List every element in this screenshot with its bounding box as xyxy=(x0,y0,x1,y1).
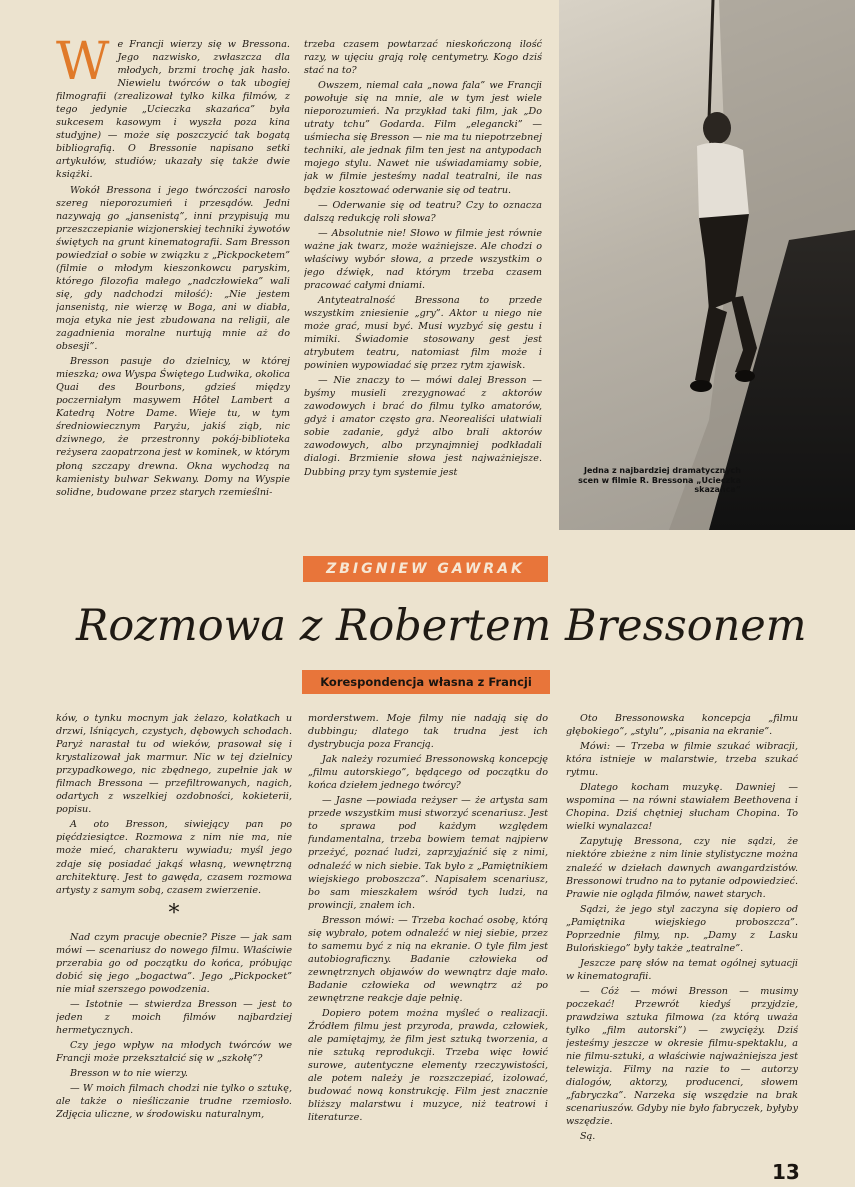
page-number: 13 xyxy=(772,1160,800,1184)
paragraph: — Absolutnie nie! Słowo w filmie jest równie ważne jak twarz, może ważniejsze. Ale chodzi o właściwy wybór słowa, a przede wszystkim o jego dźwięk, nad którym trzeba czasem pracować całymi dniami. xyxy=(304,227,542,291)
paragraph: Czy jego wpływ na młodych twórców we Francji może przekształcić się w „szkołę”? xyxy=(56,1040,292,1065)
top-column-1 xyxy=(56,38,290,532)
bottom-column-2 xyxy=(308,712,548,1160)
paragraph: Mówi: — Trzeba w filmie szukać wibracji, która istnieje w malarstwie, trzeba szukać rytmu. xyxy=(566,741,798,779)
section-separator: * xyxy=(168,900,180,926)
paragraph: Sądzi, że jego styl zaczyna się dopiero od „Pamiętnika wiejskiego proboszcza”. Poprzednie filmy, np. „Damy z Lasku Bulońskiego” były także „teatralne”. xyxy=(566,903,798,954)
paragraph: — Cóż — mówi Bresson — musimy poczekać! Przewrót kiedyś przyjdzie, prawdziwa sztuka filmowa (za którą uważa tylko „film autorski”) — zwycięży. Dziś jesteśmy jeszcze w okresie filmu-spektaklu, a nie filmu-sztuki, a właściwie najważniejsza jest telewizja. Filmy na razie to — autorzy dialogów, aktorzy, producenci, słowem „fabryczka”. Narzeka się wszędzie na brak scenariuszów. Gdyby nie było fabryczek, byłyby wszędzie. xyxy=(566,985,798,1128)
film-still-illustration xyxy=(559,0,855,530)
paragraph: Oto Bressonowska koncepcja „filmu głębokiego”, „stylu”, „pisania na ekranie”. xyxy=(566,713,798,738)
paragraph: Wokół Bressona i jego twórczości narosło szereg nieporozumień i przesądów. Jedni nazywają go „jansenistą”, inni przypisują mu przeszczepianie wizjonerskiej techniki żywotów świętych na grunt kinematografii. Sam Bresson powiedział o sobie w związku z „Pickpocketem” (filmie o młodym kieszonkowcu paryskim, którego filozofia małego „nadczłowieka” wali się, gdy nadchodzi miłość): „Nie jestem jansenistą, nie wierzę w Boga, ani w diabła, moja etyka nie jest zbudowana na religii, ale zagadnienia moralne nurtują mnie aż do obsesji”. xyxy=(56,184,290,353)
author-banner xyxy=(303,556,548,582)
bottom-column-1 xyxy=(56,712,292,1160)
paragraph: Bresson pasuje do dzielnicy, w której mieszka; owa Wyspa Świętego Ludwika, okolica Quai des Bourbons, gdzieś między poczerniałym masywem Hôtel Lambert a Katedrą Notre Dame. Wieje tu, w tym średniowiecznym Paryżu, jakiś ziąb, nic dziwnego, że przestronny pokój-biblioteka reżysera zaopatrzona jest w kominek, w którym płoną szczapy drewna. Okna wychodzą na kamienisty bulwar Sekwany. Domy na Wyspie solidne, budowane przez starych rzemieślni- xyxy=(56,356,290,498)
paragraph: morderstwem. Moje filmy nie nadają się do dubbingu; dlatego tak trudna jest ich dystrybucja poza Francją. xyxy=(308,713,548,751)
paragraph: Owszem, niemal cała „nowa fala” we Francji powołuje się na mnie, ale w tym jest wiele nieporozumień. Na przykład taki film, jak „Do utraty tchu” Godarda. Film „elegancki” — uśmiecha się Bresson — nie ma tu niepotrzebnej techniki, ale jednak film ten jest na antypodach mojego stylu. Nawet nie uświadamiamy sobie, jak w filmie jesteśmy nadal teatralni, ile nas będzie kosztować oderwanie się od teatru. xyxy=(304,80,542,196)
paragraph: Nad czym pracuje obecnie? Pisze — jak sam mówi — scenariusz do nowego filmu. Właściwie przerabia go od początku do końca, próbując dobić się jego „bogactwa”. Jego „Pickpocket” nie miał szerszego powodzenia. xyxy=(56,931,292,995)
paragraph: trzeba czasem powtarzać nieskończoną ilość razy, w ujęciu grają rolę centymetry. Kogo dziś stać na to? xyxy=(304,39,542,77)
paragraph: Jak należy rozumieć Bressonowską koncepcję „filmu autorskiego”, będącego od początku do końca dziełem jednego twórcy? xyxy=(308,754,548,792)
subtitle-banner xyxy=(302,670,550,694)
article-title: Rozmowa z Robertem Bressonem xyxy=(76,601,807,651)
paragraph: — Jasne —powiada reżyser — że artysta sam przede wszystkim musi stworzyć scenariusz. Jest to sprawa pod każdym względem fundamentalna, trzeba bowiem temat najpierw przeżyć, poznać ludzi, zaprzyjaźnić się z nimi, odnaleźć w nich siebie. Tak było z „Pamiętnikiem wiejskiego proboszcza”. Napisałem scenariusz, bo sam mieszkałem wśród tych ludzi, na prowincji, znałem ich. xyxy=(308,795,548,911)
photo-caption: Jedna z najbardziej dramatycznych scen w filmie R. Bressona „Ucieczka skazańca” xyxy=(578,466,741,494)
paragraph: — Nie znaczy to — mówi dalej Bresson — byśmy musieli zrezygnować z aktorów zawodowych i brać do filmu tylko amatorów, gdyż i amator często gra. Neorealiści ułatwiali sobie zadanie, gdyż albo brali aktorów zawodowych, albo przynajmniej podkładali dialogi. Brzmienie słowa jest najważniejsze. Dubbing przy tym systemie jest xyxy=(304,375,542,478)
paragraph: ków, o tynku mocnym jak żelazo, kołatkach u drzwi, lśniących, czystych, dębowych schodach. Paryż narastał tu od wieków, prasował się i krystalizował jak marmur. Nic w tej dzielnicy przypadkowego, nic zbędnego, zupełnie jak w filmach Bressona — przefiltrowanych, nagich, odartych z wszelkiej ozdobności, kokieterii, popisu. xyxy=(56,713,292,816)
paragraph: — Oderwanie się od teatru? Czy to oznacza dalszą redukcję roli słowa? xyxy=(304,199,542,224)
paragraph: — W moich filmach chodzi nie tylko o sztukę, ale także o nieśliczanie trudne rzemiosło. Zdjęcia uliczne, w środowisku naturalnym, xyxy=(56,1083,292,1121)
paragraph: Dlatego kocham muzykę. Dawniej — wspomina — na równi stawiałem Beethovena i Chopina. Dziś chętniej słucham Chopina. To wielki wynalazca! xyxy=(566,782,798,833)
bottom-column-3 xyxy=(566,712,798,1160)
paragraph: Jeszcze parę słów na temat ogólnej sytuacji w kinematografii. xyxy=(566,957,798,982)
paragraph: A oto Bresson, siwiejący pan po pięćdziesiątce. Rozmowa z nim nie ma, nie może mieć, charakteru wywiadu; myśl jego zdaje się posiadać jakąś własną, wewnętrzną architekturę. Jest to gawęda, czasem rozmowa artysty z samym sobą, czasem zwierzenie. xyxy=(56,819,292,896)
subtitle-text: Korespondencja własna z Francji xyxy=(320,675,532,689)
paragraph: Antyteatralność Bressona to przede wszystkim zniesienie „gry”. Aktor u niego nie może grać, musi być. Musi wyzbyć się gestu i mimiki. Świadomie stosowany gest jest atrybutem teatru, natomiast film może i powinien wypowiadać się przez rytm zjawisk. xyxy=(304,294,542,372)
paragraph: e Francji wierzy się w Bressona. Jego nazwisko, zwłaszcza dla młodych, brzmi trochę jak hasło. Niewielu twórców o tak ubogiej filmografii (zrealizował tylko kilka filmów, z tego jedynie „Ucieczka skazańca” była sukcesem kasowym i wyszła poza kina studyjne) — może się poszczycić tak bogatą bibliografią. O Bressonie napisano setki artykułów, studiów; ukazały się także dwie książki. xyxy=(56,39,290,181)
paragraph: Dopiero potem można myśleć o realizacji. Źródłem filmu jest przyroda, prawda, człowiek, ale pamiętajmy, że film jest sztuką tworzenia, a nie sztuką reprodukcji. Trzeba więc łowić surowe, autentyczne elementy rzeczywistości, ale potem należy je rozszczepiać, izolować, budować nową konstrukcję. Film jest znacznie bliższy malarstwu i muzyce, niż teatrowi i literaturze. xyxy=(308,1008,548,1124)
top-column-2 xyxy=(304,38,542,532)
paragraph: Są. xyxy=(580,1131,596,1143)
film-still-photo xyxy=(559,0,855,530)
drop-cap: W xyxy=(56,38,110,92)
author-name: ZBIGNIEW GAWRAK xyxy=(326,561,525,577)
paragraph: — Istotnie — stwierdza Bresson — jest to jeden z moich filmów najbardziej hermetycznych. xyxy=(56,998,292,1036)
paragraph: Bresson mówi: — Trzeba kochać osobę, którą się wybrało, potem odnaleźć w niej siebie, przez to samemu być z nią na ekranie. O tyle film jest autobiograficzny. Badanie człowieka od zewnętrznych objawów do wewnątrz daje mało. Badanie człowieka od wewnątrz aż po zewnętrzne reakcje daje pełnię. xyxy=(308,914,548,1004)
paragraph: Bresson w to nie wierzy. xyxy=(70,1068,188,1080)
paragraph: Zapytuję Bressona, czy nie sądzi, że niektóre zbieżne z nim linie stylistyczne można znaleźć w dziełach dawnych awangardzistów. Bressonowi trudno na to pytanie odpowiedzieć. Prawie nie ogląda filmów, nawet starych. xyxy=(566,836,798,900)
